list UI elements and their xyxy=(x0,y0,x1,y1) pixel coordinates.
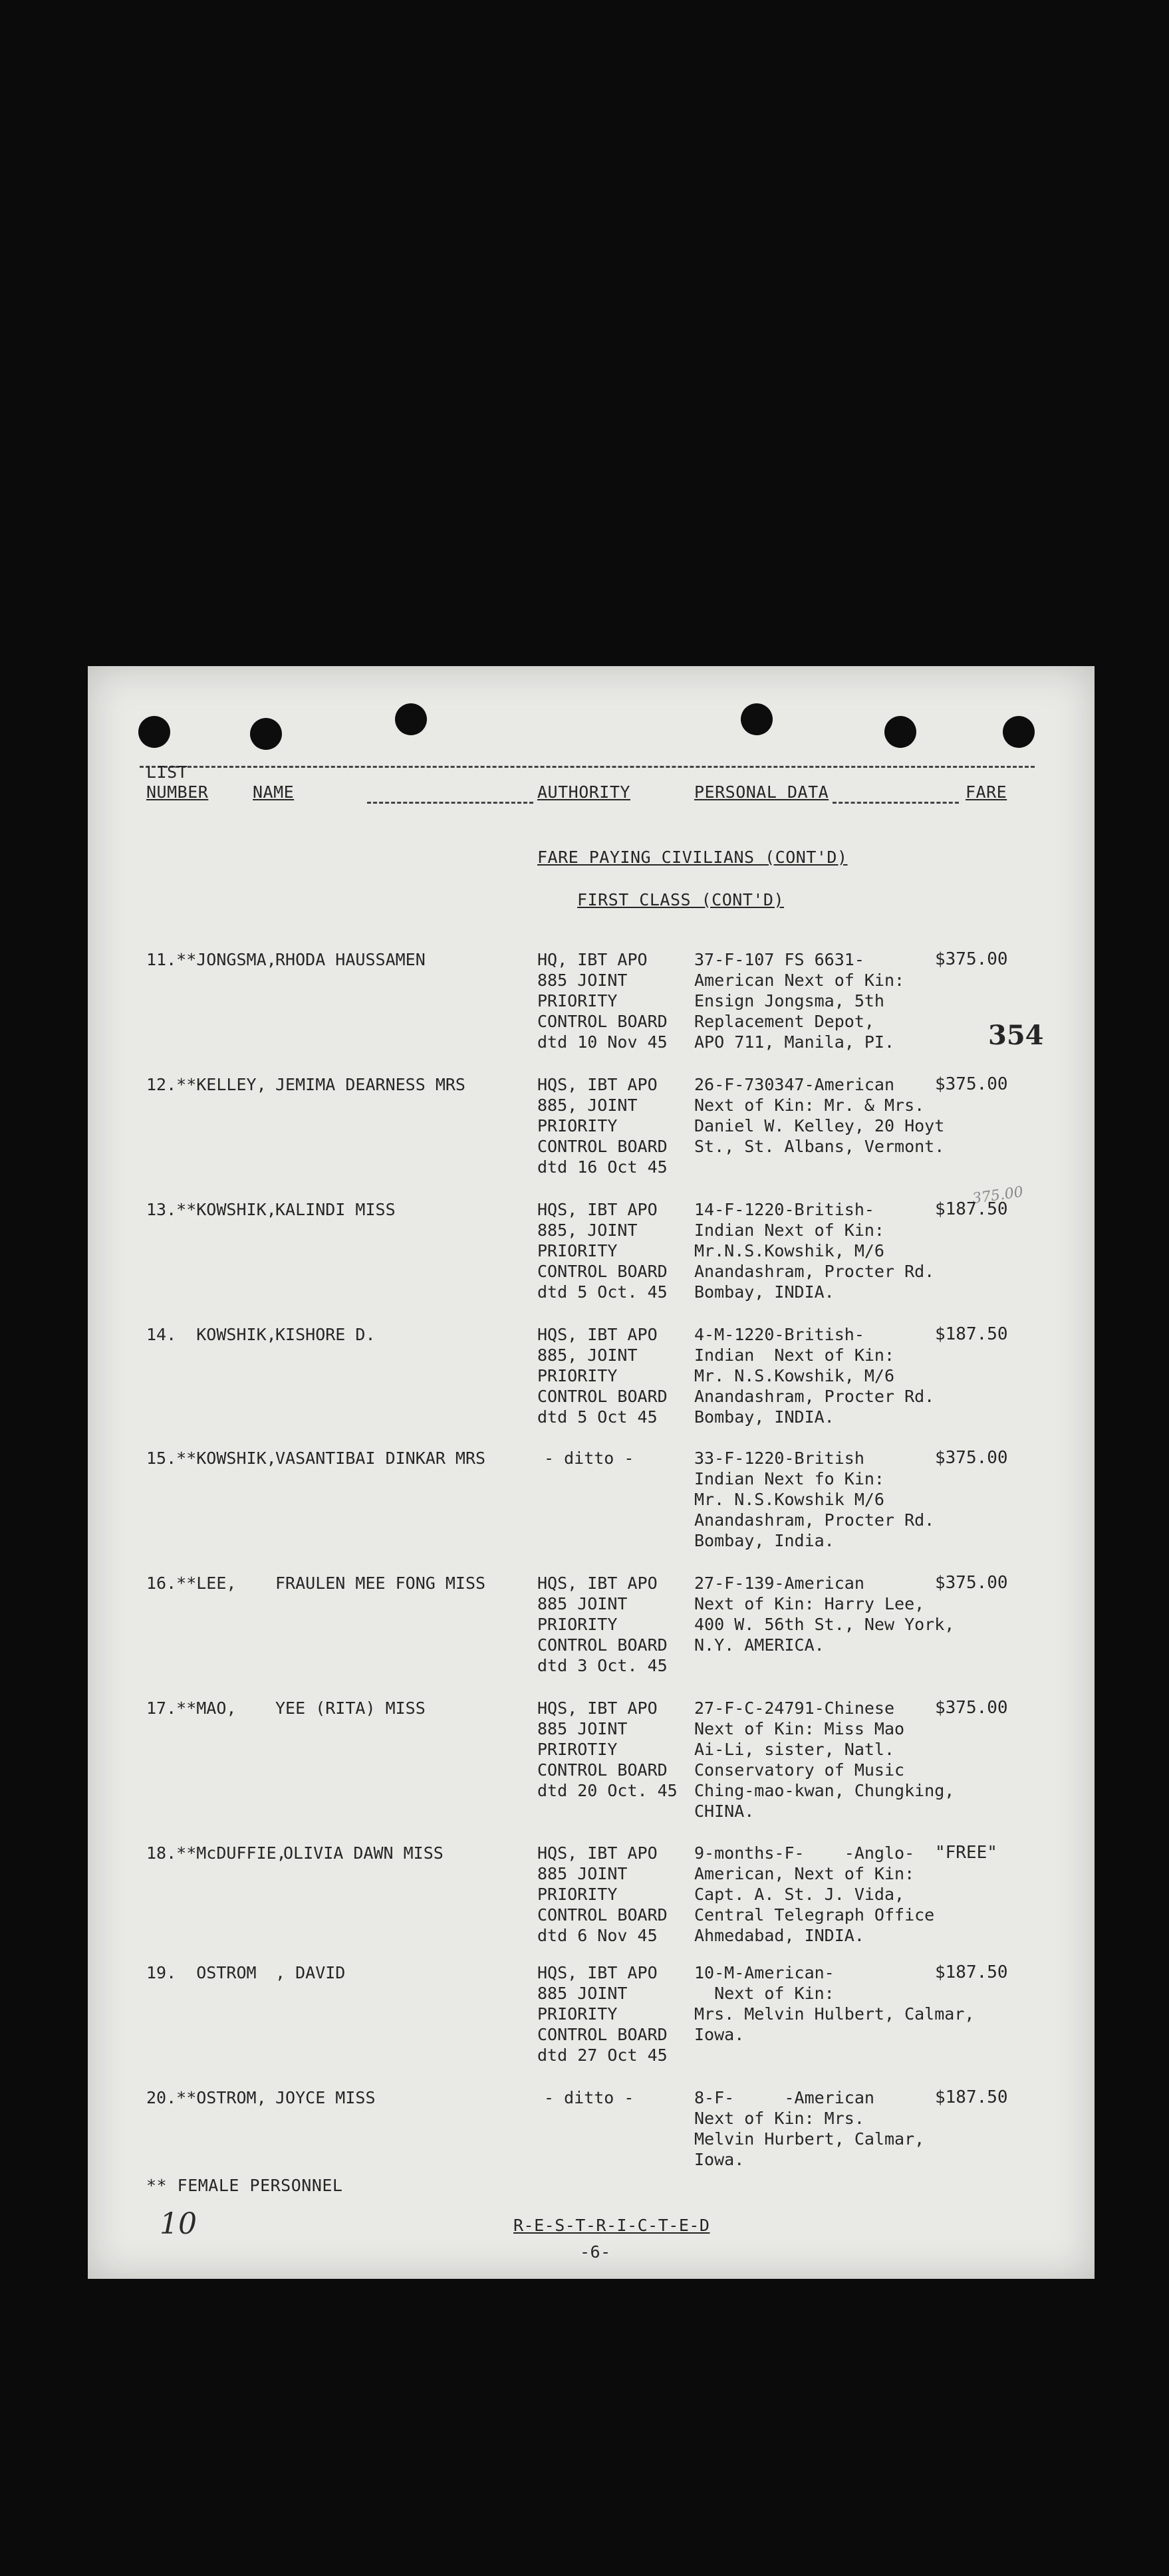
entry-number: 14. KOWSHIK, xyxy=(146,1325,277,1344)
entry-fare: $375.00 xyxy=(935,949,1008,969)
entry-personal-data-line: 26-F-730347-American xyxy=(694,1075,895,1094)
entry-number: 20.**OSTROM, xyxy=(146,2088,267,2107)
entry-personal-data-line: Ai-Li, sister, Natl. xyxy=(694,1740,895,1759)
entry-personal-data-line: Iowa. xyxy=(694,2150,745,2169)
header-list: LIST xyxy=(146,762,188,782)
entry-personal-data-line: Mr. N.S.Kowshik M/6 xyxy=(694,1490,884,1509)
subsection-title: FIRST CLASS (CONT'D) xyxy=(577,890,785,909)
entry-authority-line: - ditto - xyxy=(544,1449,634,1468)
entry-number: 11.**JONGSMA, xyxy=(146,950,277,969)
entry-fare: $187.50 xyxy=(935,1962,1008,1982)
punch-hole xyxy=(250,718,282,750)
entry-personal-data-line: Mrs. Melvin Hulbert, Calmar, xyxy=(694,2004,975,2024)
header-number: NUMBER xyxy=(146,782,209,802)
entry-personal-data-line: Ching-mao-kwan, Chungking, xyxy=(694,1781,955,1800)
entry-authority-line: dtd 5 Oct. 45 xyxy=(537,1282,668,1302)
entry-personal-data-line: Bombay, India. xyxy=(694,1531,835,1550)
entry-personal-data-line: American Next of Kin: xyxy=(694,971,905,990)
entry-authority-line: 885 JOINT xyxy=(537,1719,628,1738)
punch-hole xyxy=(884,716,916,748)
footnote: ** FEMALE PERSONNEL xyxy=(146,2176,343,2195)
entry-authority-line: PRIORITY xyxy=(537,2004,618,2024)
entry-authority-line: 885 JOINT xyxy=(537,1594,628,1613)
header-rule xyxy=(140,766,1035,768)
entry-authority-line: 885 JOINT xyxy=(537,1864,628,1883)
entry-authority-line: HQS, IBT APO xyxy=(537,1963,658,1982)
entry-number: 13.**KOWSHIK, xyxy=(146,1200,277,1219)
entry-authority-line: PRIROTIY xyxy=(537,1740,618,1759)
punch-hole xyxy=(1003,716,1035,748)
entry-personal-data-line: Daniel W. Kelley, 20 Hoyt xyxy=(694,1116,945,1135)
entry-personal-data-line: Indian Next fo Kin: xyxy=(694,1469,884,1488)
entry-fare: $375.00 xyxy=(935,1573,1008,1593)
entry-name: FRAULEN MEE FONG MISS xyxy=(275,1574,486,1593)
entry-authority-line: PRIORITY xyxy=(537,991,618,1010)
entry-personal-data-line: APO 711, Manila, PI. xyxy=(694,1032,895,1052)
entry-personal-data-line: Bombay, INDIA. xyxy=(694,1282,835,1302)
entry-fare: $375.00 xyxy=(935,1074,1008,1094)
entry-personal-data-line: CHINA. xyxy=(694,1802,755,1821)
entry-number: 17.**MAO, xyxy=(146,1698,237,1718)
entry-fare: $187.50 xyxy=(935,1199,1008,1219)
entry-authority-line: HQ, IBT APO xyxy=(537,950,648,969)
entry-name: KISHORE D. xyxy=(275,1325,376,1344)
entry-personal-data-line: St., St. Albans, Vermont. xyxy=(694,1137,945,1156)
entry-personal-data-line: Mr.N.S.Kowshik, M/6 xyxy=(694,1241,884,1260)
entry-personal-data-line: Anandashram, Procter Rd. xyxy=(694,1387,935,1406)
entry-authority-line: CONTROL BOARD xyxy=(537,1905,668,1925)
entry-fare: "FREE" xyxy=(935,1843,997,1863)
entry-authority-line: HQS, IBT APO xyxy=(537,1574,658,1593)
entry-authority-line: PRIORITY xyxy=(537,1116,618,1135)
entry-personal-data-line: Indian Next of Kin: xyxy=(694,1346,895,1365)
entry-authority-line: PRIORITY xyxy=(537,1366,618,1385)
entry-personal-data-line: 14-F-1220-British- xyxy=(694,1200,874,1219)
entry-fare: $187.50 xyxy=(935,2087,1008,2107)
entry-personal-data-line: American, Next of Kin: xyxy=(694,1864,915,1883)
entry-authority-line: dtd 3 Oct. 45 xyxy=(537,1656,668,1675)
entry-authority-line: 885 JOINT xyxy=(537,971,628,990)
entry-number: 15.**KOWSHIK, xyxy=(146,1449,277,1468)
entry-number: 18.**McDUFFIE, xyxy=(146,1843,287,1863)
entry-authority-line: CONTROL BOARD xyxy=(537,1635,668,1655)
header-authority: AUTHORITY xyxy=(537,782,630,802)
entry-number: 16.**LEE, xyxy=(146,1574,237,1593)
entry-name: OLIVIA DAWN MISS xyxy=(283,1843,444,1863)
entry-authority-line: HQS, IBT APO xyxy=(537,1325,658,1344)
entry-name: JEMIMA DEARNESS MRS xyxy=(275,1075,465,1094)
footer-page-number: -6- xyxy=(580,2242,611,2262)
entry-fare: $187.50 xyxy=(935,1324,1008,1344)
entry-personal-data-line: 400 W. 56th St., New York, xyxy=(694,1615,955,1634)
entry-personal-data-line: Melvin Hurbert, Calmar, xyxy=(694,2129,925,2149)
header-fare: FARE xyxy=(966,782,1007,802)
entry-personal-data-line: Ahmedabad, INDIA. xyxy=(694,1926,864,1945)
punch-hole xyxy=(138,716,170,748)
entry-authority-line: - ditto - xyxy=(544,2088,634,2107)
entry-authority-line: dtd 5 Oct 45 xyxy=(537,1407,658,1427)
entry-authority-line: dtd 27 Oct 45 xyxy=(537,2046,668,2065)
entry-authority-line: dtd 16 Oct 45 xyxy=(537,1157,668,1177)
handwritten-mark: 10 xyxy=(160,2207,197,2241)
entry-personal-data-line: Central Telegraph Office xyxy=(694,1905,935,1925)
page-number: 354 xyxy=(988,1020,1044,1051)
entry-personal-data-line: Next of Kin: xyxy=(694,1984,835,2003)
entry-name: VASANTIBAI DINKAR MRS xyxy=(275,1449,486,1468)
entry-authority-line: HQS, IBT APO xyxy=(537,1843,658,1863)
footer-restricted: R-E-S-T-R-I-C-T-E-D xyxy=(513,2216,710,2235)
entry-authority-line: dtd 6 Nov 45 xyxy=(537,1926,658,1945)
entry-authority-line: 885, JOINT xyxy=(537,1096,638,1115)
entry-number: 12.**KELLEY, xyxy=(146,1075,267,1094)
entry-authority-line: HQS, IBT APO xyxy=(537,1698,658,1718)
document-page xyxy=(88,666,1095,2279)
entry-authority-line: 885, JOINT xyxy=(537,1346,638,1365)
entry-authority-line: CONTROL BOARD xyxy=(537,1262,668,1281)
header-dash-fill xyxy=(833,802,959,804)
entry-personal-data-line: Indian Next of Kin: xyxy=(694,1221,884,1240)
entry-personal-data-line: Next of Kin: Mrs. xyxy=(694,2109,864,2128)
entry-authority-line: CONTROL BOARD xyxy=(537,1760,668,1780)
entry-authority-line: PRIORITY xyxy=(537,1885,618,1904)
entry-authority-line: HQS, IBT APO xyxy=(537,1200,658,1219)
entry-authority-line: HQS, IBT APO xyxy=(537,1075,658,1094)
entry-personal-data-line: N.Y. AMERICA. xyxy=(694,1635,825,1655)
entry-personal-data-line: Anandashram, Procter Rd. xyxy=(694,1262,935,1281)
entry-name: JOYCE MISS xyxy=(275,2088,376,2107)
section-title: FARE PAYING CIVILIANS (CONT'D) xyxy=(537,848,848,867)
entry-personal-data-line: 8-F- -American xyxy=(694,2088,874,2107)
entry-personal-data-line: Ensign Jongsma, 5th xyxy=(694,991,884,1010)
entry-personal-data-line: Anandashram, Procter Rd. xyxy=(694,1510,935,1530)
entry-personal-data-line: 37-F-107 FS 6631- xyxy=(694,950,864,969)
entry-personal-data-line: 10-M-American- xyxy=(694,1963,835,1982)
entry-fare: $375.00 xyxy=(935,1448,1008,1468)
entry-personal-data-line: 27-F-139-American xyxy=(694,1574,864,1593)
header-dash-fill xyxy=(367,802,533,804)
entry-authority-line: PRIORITY xyxy=(537,1241,618,1260)
entry-authority-line: dtd 10 Nov 45 xyxy=(537,1032,668,1052)
entry-name: YEE (RITA) MISS xyxy=(275,1698,426,1718)
entry-personal-data-line: 9-months-F- -Anglo- xyxy=(694,1843,915,1863)
entry-personal-data-line: Bombay, INDIA. xyxy=(694,1407,835,1427)
entry-authority-line: CONTROL BOARD xyxy=(537,1387,668,1406)
entry-personal-data-line: Mr. N.S.Kowshik, M/6 xyxy=(694,1366,895,1385)
entry-authority-line: dtd 20 Oct. 45 xyxy=(537,1781,678,1800)
entry-personal-data-line: Next of Kin: Miss Mao xyxy=(694,1719,905,1738)
entry-personal-data-line: Capt. A. St. J. Vida, xyxy=(694,1885,905,1904)
entry-authority-line: CONTROL BOARD xyxy=(537,1137,668,1156)
entry-personal-data-line: 33-F-1220-British xyxy=(694,1449,864,1468)
entry-authority-line: CONTROL BOARD xyxy=(537,2025,668,2044)
entry-fare: $375.00 xyxy=(935,1698,1008,1718)
punch-hole xyxy=(395,703,427,735)
entry-personal-data-line: Replacement Depot, xyxy=(694,1012,874,1031)
entry-personal-data-line: Conservatory of Music xyxy=(694,1760,905,1780)
header-personal-data: PERSONAL DATA xyxy=(694,782,829,802)
entry-authority-line: CONTROL BOARD xyxy=(537,1012,668,1031)
entry-number: 19. OSTROM xyxy=(146,1963,257,1982)
punch-hole xyxy=(741,703,773,735)
entry-authority-line: 885, JOINT xyxy=(537,1221,638,1240)
entry-name: RHODA HAUSSAMEN xyxy=(275,950,426,969)
entry-name: , DAVID xyxy=(275,1963,346,1982)
header-name: NAME xyxy=(253,782,295,802)
pencil-note: 375.00 xyxy=(971,1183,1025,1208)
entry-authority-line: PRIORITY xyxy=(537,1615,618,1634)
entry-personal-data-line: Next of Kin: Mr. & Mrs. xyxy=(694,1096,925,1115)
entry-personal-data-line: 4-M-1220-British- xyxy=(694,1325,864,1344)
entry-authority-line: 885 JOINT xyxy=(537,1984,628,2003)
entry-personal-data-line: 27-F-C-24791-Chinese xyxy=(694,1698,895,1718)
entry-personal-data-line: Next of Kin: Harry Lee, xyxy=(694,1594,925,1613)
entry-personal-data-line: Iowa. xyxy=(694,2025,745,2044)
entry-name: KALINDI MISS xyxy=(275,1200,396,1219)
